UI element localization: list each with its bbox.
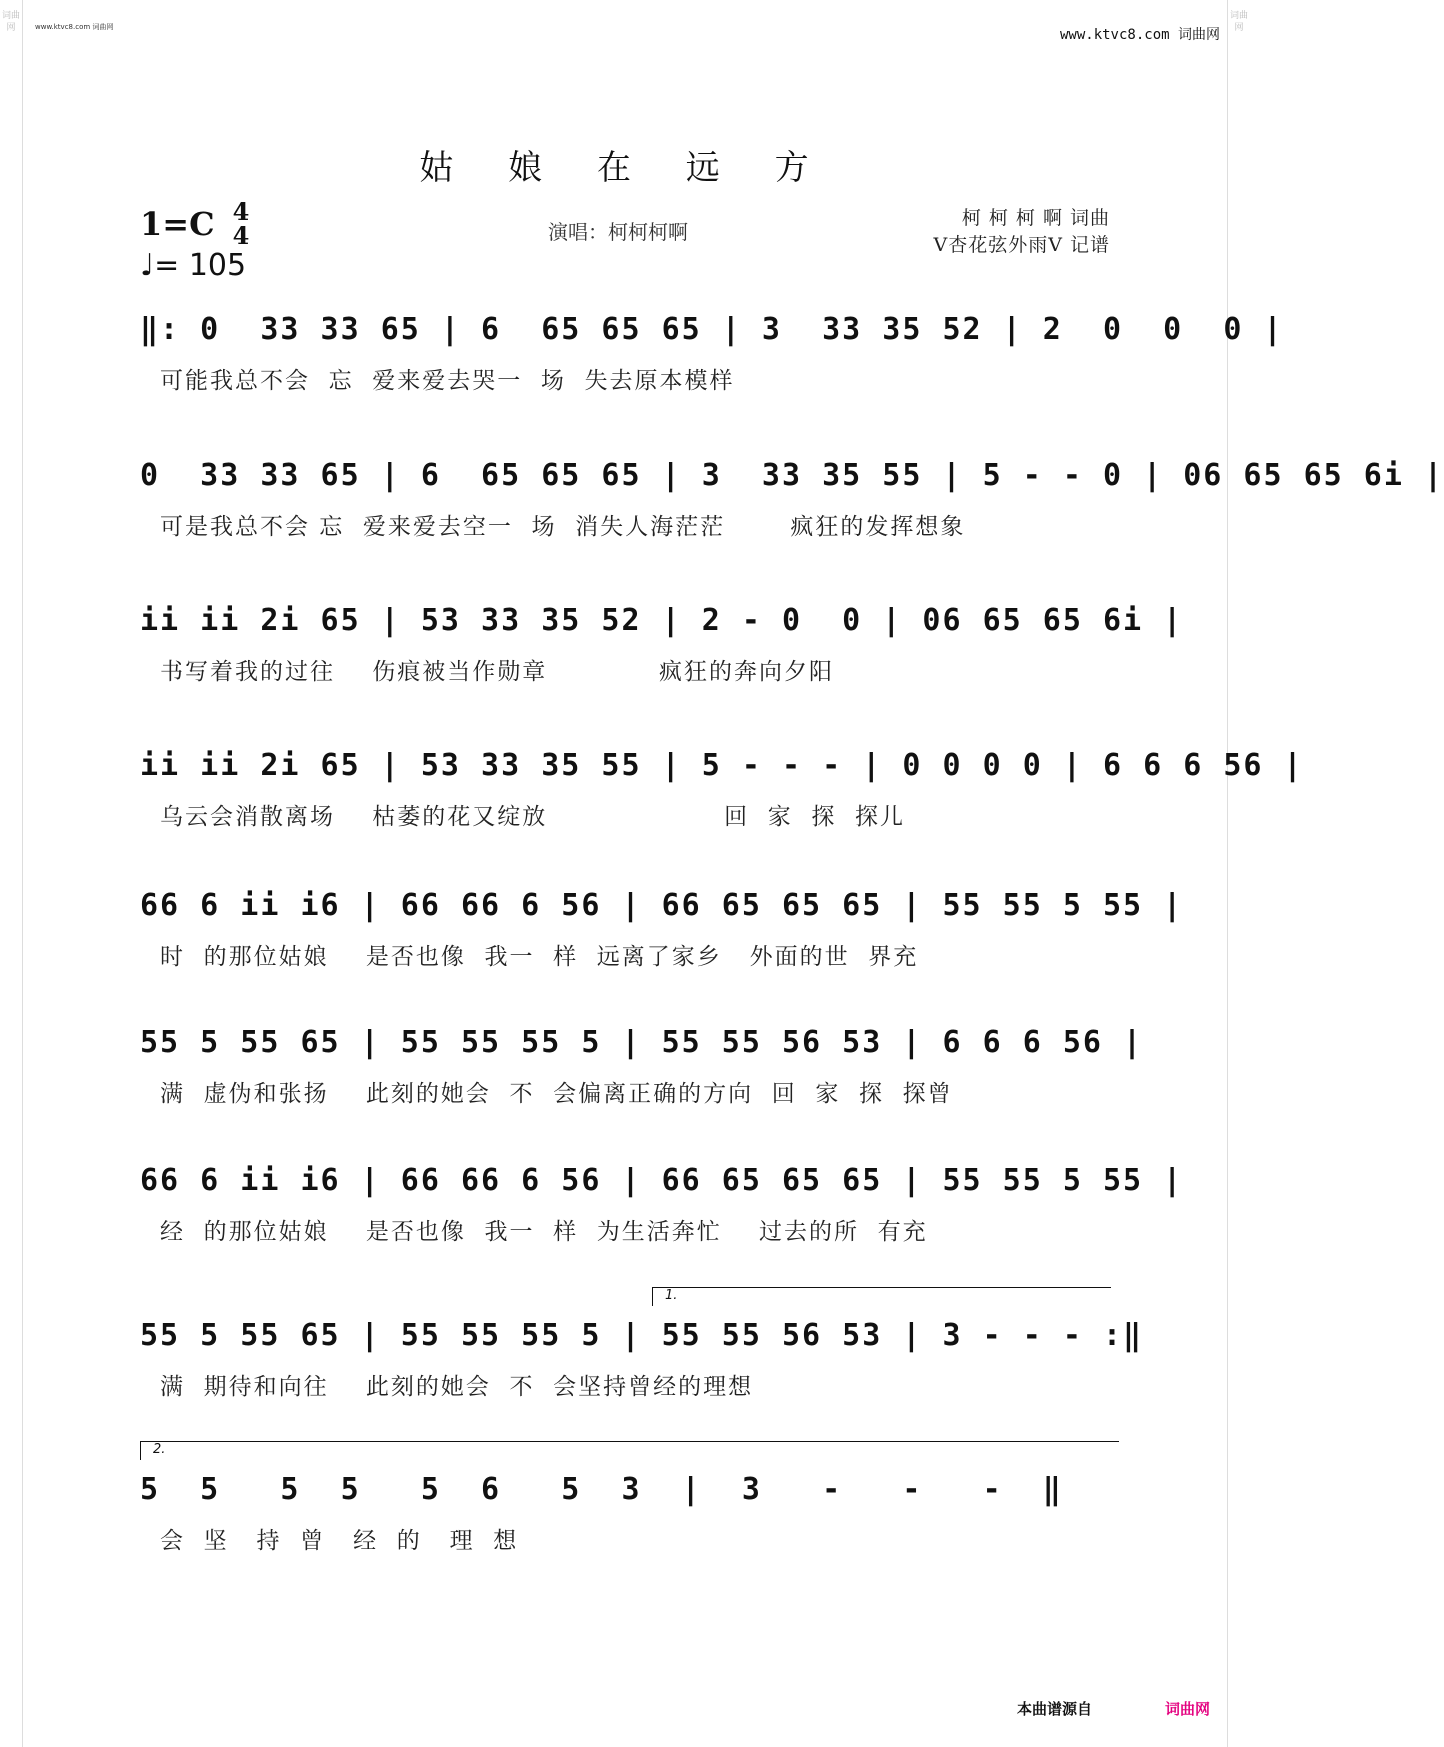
transcriber-credit: V杏花弦外雨V 记谱 xyxy=(933,234,1110,256)
second-ending-bracket xyxy=(140,1441,1119,1460)
first-ending-bracket xyxy=(652,1287,1111,1306)
notation: ‖: 0 33 33 65 | 6 65 65 65 | 3 33 35 52 | 2 0 0 0 | xyxy=(140,312,1284,347)
singer-credit: 演唱：柯柯柯啊 xyxy=(548,220,688,244)
second-ending-label: 2. xyxy=(153,1442,166,1457)
left-watermark-text: 词曲网 xyxy=(1,11,20,33)
notation: 55 5 55 65 | 55 55 55 5 | 55 55 56 53 | 6 6 6 56 | xyxy=(140,1025,1144,1060)
lyrics: 可是我总不会 忘 爱来爱去空一 场 消失人海茫茫 疯狂的发挥想象 xyxy=(160,514,966,540)
notation: 55 5 55 65 | 55 55 55 5 | 55 55 56 53 | 3 - - - :‖ xyxy=(140,1318,1144,1353)
header-small-text: www.ktvc8.com 词曲网 xyxy=(35,23,114,31)
notation: 66 6 ii i6 | 66 66 6 56 | 66 65 65 65 | 55 55 5 55 | xyxy=(140,1163,1184,1198)
notation: 5 5 5 5 5 6 5 3 | 3 - - - ‖ xyxy=(140,1472,1063,1507)
notation: ii ii 2i 65 | 53 33 35 52 | 2 - 0 0 | 06 65 65 6i | xyxy=(140,603,1184,638)
lyrics: 可能我总不会 忘 爱来爱去哭一 场 失去原本模样 xyxy=(160,368,735,394)
left-watermark-strip xyxy=(0,0,23,1747)
footer-brand-link[interactable]: 词曲网 xyxy=(1165,1700,1211,1718)
tempo-marking: ♩= 105 xyxy=(140,248,247,283)
song-title: 姑 娘 在 远 方 xyxy=(419,148,831,188)
notation: ii ii 2i 65 | 53 33 35 55 | 5 - - - | 0 0 0 0 | 6 6 6 56 | xyxy=(140,748,1304,783)
notation: 0 33 33 65 | 6 65 65 65 | 3 33 35 55 | 5 - - 0 | 06 65 65 6i | xyxy=(140,458,1444,493)
time-signature xyxy=(228,197,254,250)
time-bottom: 4 xyxy=(232,221,250,250)
header-site-link[interactable]: www.ktvc8.com 词曲网 xyxy=(1059,27,1220,43)
lyrics: 时 的那位姑娘 是否也像 我一 样 远离了家乡 外面的世 界充 xyxy=(160,944,919,970)
lyrics: 满 期待和向往 此刻的她会 不 会坚持曾经的理想 xyxy=(160,1374,754,1400)
notation: 66 6 ii i6 | 66 66 6 56 | 66 65 65 65 | 55 55 5 55 | xyxy=(140,888,1184,923)
right-watermark-text: 词曲网 xyxy=(1229,11,1248,33)
lyrics: 经 的那位姑娘 是否也像 我一 样 为生活奔忙 过去的所 有充 xyxy=(160,1219,928,1245)
words-music-credit: 柯 柯 柯 啊 词曲 xyxy=(961,207,1110,229)
first-ending-label: 1. xyxy=(665,1288,678,1303)
lyrics: 书写着我的过往 伤痕被当作勋章 疯狂的奔向夕阳 xyxy=(160,659,834,685)
lyrics: 会 坚 持 曾 经 的 理 想 xyxy=(160,1528,519,1554)
lyrics: 乌云会消散离场 枯萎的花又绽放 回 家 探 探儿 xyxy=(160,804,906,830)
lyrics: 满 虚伪和张扬 此刻的她会 不 会偏离正确的方向 回 家 探 探曾 xyxy=(160,1081,953,1107)
right-watermark-strip xyxy=(1227,0,1250,1747)
footer-source-text: 本曲谱源自 xyxy=(1017,1700,1093,1718)
key-signature: 1=C xyxy=(140,205,215,243)
time-top: 4 xyxy=(232,197,250,226)
